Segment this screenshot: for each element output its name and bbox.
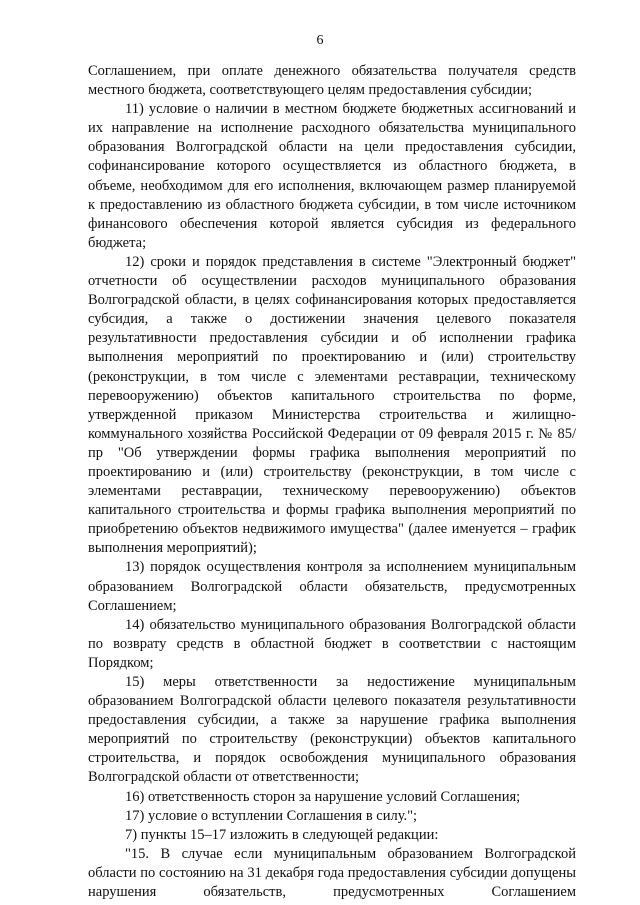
paragraph-item-12: 12) сроки и порядок представления в системе "Электронный бюджет" отчетности об осуществлении расходов муниципального образования Волгоградской области, в целях софинансирования которых предоставляется субсидия, а также о достижении значения целевого показателя результативности предоставления субсидии и об исполнении графика выполнения мероприятий по проектированию и (или) строительству (реконструкции, в том числе с элементами реставрации, техническому перевооружению) объектов капитального строительства по форме, утвержденной приказом Министерства строительства и жилищно-коммунального хозяйства Российской Федерации от 09 февраля 2015 г. № 85/пр "Об утверждении формы графика выполнения мероприятий по проектированию и (или) строительству (реконструкции, в том числе с элементами реставрации, техническому перевооружению) объектов капитального строительства и формы графика выполнения мероприятий по приобретению объектов недвижимого имущества" (далее именуется – график выполнения мероприятий); [88,253,576,557]
document-body [88,62,576,902]
paragraph-item-11: 11) условие о наличии в местном бюджете бюджетных ассигнований и их направление на исполнение расходного обязательства муниципального образования Волгоградской области на цели предоставления субсидии, софинансирование которого осуществляется из областного бюджета, в объеме, необходимом для его исполнения, включающем размер планируемой к предоставлению из областного бюджета субсидии, в том числе источником финансового обеспечения которой является субсидия из федерального бюджета; [88,101,576,251]
paragraph-point-15: "15. В случае если муниципальным образованием Волгоградской области по состоянию на 31 декабря года предоставления субсидии допущены нарушения обязательств, предусмотренных Соглашением [88,845,576,901]
paragraph-item-15: 15) меры ответственности за недостижение муниципальным образованием Волгоградской области целевого показателя результативности предоставления субсидии, а также за нарушение графика выполнения мероприятий по строительству (реконструкции) объектов капитального строительства, и порядок освобождения муниципального образования Волгоградской области от ответственности; [88,674,576,786]
paragraph-item-13: 13) порядок осуществления контроля за исполнением муниципальным образованием Волгоградской области обязательств, предусмотренных Соглашением; [88,559,576,614]
page-number: 6 [316,33,324,48]
paragraph-item-16: 16) ответственность сторон за нарушение условий Соглашения; [125,788,521,805]
paragraph-item-14: 14) обязательство муниципального образования Волгоградской области по возврату средств в областной бюджет в соответствии с настоящим Порядком; [88,616,576,671]
paragraph-item-7-amendment: 7) пункты 15–17 изложить в следующей редакции: [125,826,439,843]
paragraph-continuation: Соглашением, при оплате денежного обязательства получателя средств местного бюджета, соответствующего целям предоставления субсидии; [88,63,576,99]
paragraph-item-17: 17) условие о вступлении Соглашения в силу."; [125,807,418,824]
